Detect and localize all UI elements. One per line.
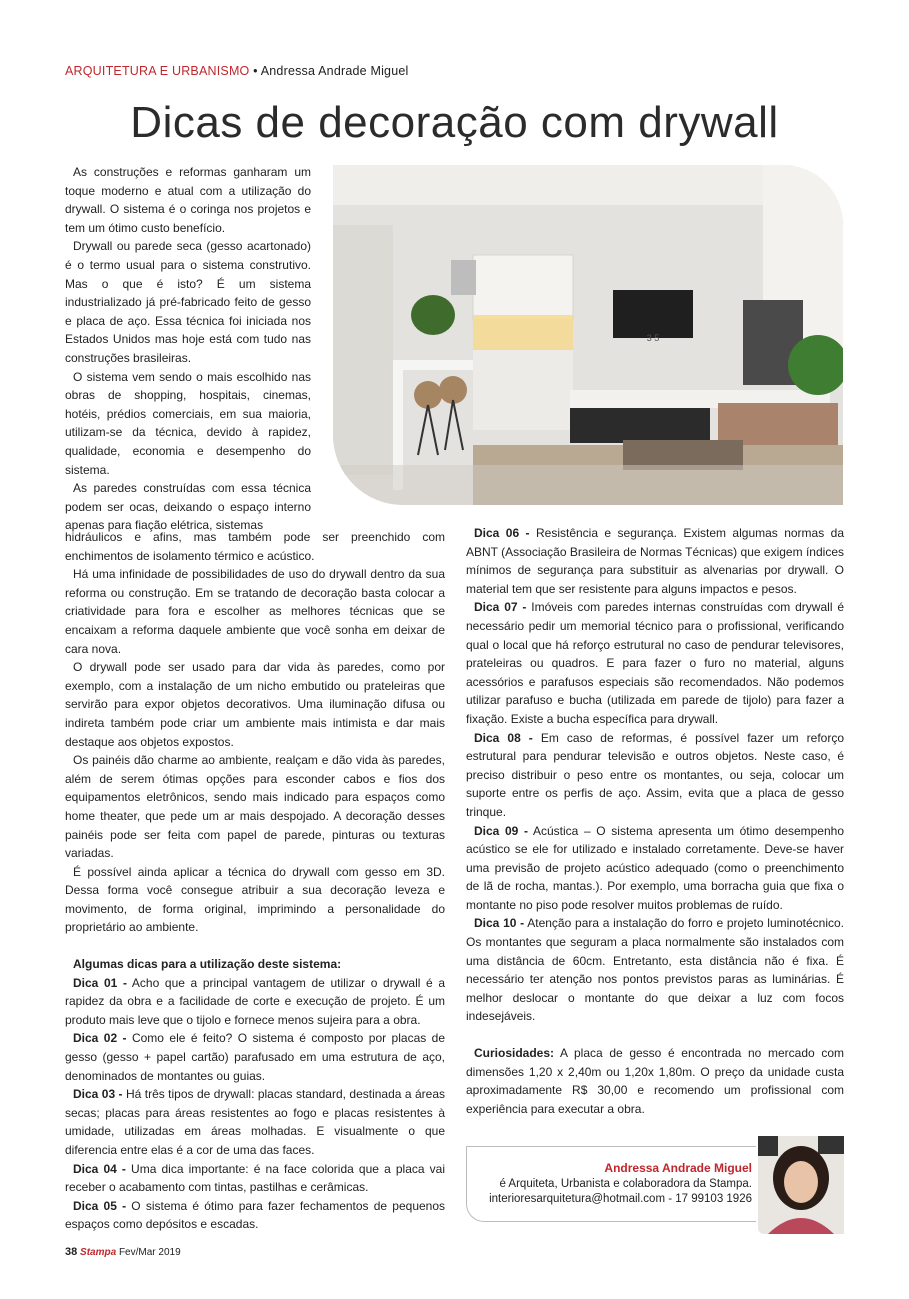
- tip-item: Dica 10 - Atenção para a instalação do forro e projeto luminotécnico. Os montantes que seguram a placa normalmente são instalados com uma distância de 60cm. Entretanto, esta distância não é fixa. É necessário ter atenção nos pontos previstos paras as luminárias. É melhor deslocar o montante do que deixar a luz com focos indesejáveis.: [466, 916, 844, 1024]
- paragraph: Há uma infinidade de possibilidades de uso do drywall dentro da sua reforma ou construção. Em se tratando de decoração basta colocar a criatividade para fora e escolher as melhores técnicas que se encaixam a reforma daquele ambiente que você sonha em deixar de cara nova.: [65, 567, 445, 656]
- page-number: 38: [65, 1246, 78, 1258]
- section-author: Andressa Andrade Miguel: [260, 64, 409, 78]
- paragraph: As paredes construídas com essa técnica podem ser ocas, deixando o espaço interno apenas para fiação elétrica, sistemas: [65, 481, 311, 533]
- magazine-name: Stampa: [80, 1247, 117, 1258]
- author-contact: interioresarquitetura@hotmail.com - 17 99103 1926: [489, 1193, 752, 1205]
- author-role: é Arquiteta, Urbanista e colaboradora da Stampa.: [499, 1178, 752, 1190]
- tip-item: Dica 08 - Em caso de reformas, é possível fazer um reforço estrutural para pendurar televisão e outros objetos. Neste caso, é preciso distribuir o peso entre os montantes, ou seja, colocar um suporte entre os perfis de aço. Assim, evita que a placa de gesso trinque.: [466, 730, 844, 819]
- tip-item: Dica 05 - O sistema é ótimo para fazer fechamentos de pequenos espaços como depósitos e escadas.: [65, 1198, 446, 1232]
- tv-screen-text: 3 5: [646, 333, 660, 343]
- column1-top: [65, 163, 311, 535]
- paragraph: hidráulicos e afins, mas também pode ser preenchido com enchimentos de isolamento térmico e acústico.: [65, 530, 445, 563]
- paragraph: O drywall pode ser usado para dar vida às paredes, como por exemplo, com a instalação de um nicho embutido ou prateleiras que servirão para expor objetos decorativos. Uma iluminação difusa ou indireta também pode criar um ambiente mais intimista e dar mais destaque aos objetos expostos.: [65, 660, 445, 749]
- paragraph: As construções e reformas ganharam um toque moderno e atual com a utilização do drywall. O sistema é o coringa nos projetos e tem um ótimo custo benefício.: [65, 165, 311, 235]
- section-separator: •: [253, 64, 258, 78]
- tip-item: Dica 07 - Imóveis com paredes internas construídas com drywall é necessário pedir um memorial técnico para o profissional, verificando qual o local que há reforço estrutural no caso de pendurar televisores, prateleiras ou quadros. E para fazer o furo no material, alguns acessórios e parafusos especiais são recomendados. Não podemos utilizar parafuso e bucha (utilizada em parede de tijolo) para fazer a fixação. Existe a bucha específica para drywall.: [466, 600, 845, 726]
- paragraph: Os painéis dão charme ao ambiente, realçam e dão vida às paredes, além de serem ótimas opções para esconder cabos e fios dos equipamentos eletrônicos, sendo mais indicado para espaços como home theater, que pede um ar mais despojado. A decoração desses painéis pode ser feita com papel de parede, pinturas ou texturas variadas.: [65, 753, 445, 861]
- page-footer: [65, 1246, 181, 1258]
- tip-item: Dica 03 - Há três tipos de drywall: placas standard, destinada a áreas secas; placas para áreas resistentes ao fogo e placas resistentes à umidade, utilizadas em áreas molhadas. E visualmente o que diferencia entre elas é a cor de uma das faces.: [65, 1087, 445, 1157]
- article-photo: [333, 165, 843, 505]
- article-title: Dicas de decoração com drywall: [130, 98, 779, 147]
- tips-heading: Algumas dicas para a utilização deste sistema:: [73, 957, 342, 972]
- issue-date: Fev/Mar 2019: [118, 1247, 181, 1258]
- author-box: [466, 1146, 756, 1222]
- living-room-illustration: [333, 165, 843, 505]
- tip-item: Dica 02 - Como ele é feito? O sistema é composto por placas de gesso (gesso + papel cartão) parafusado em uma estrutura de aço, denominados de montantes ou guias.: [65, 1031, 446, 1083]
- author-avatar: [758, 1136, 844, 1234]
- curiosidades: Curiosidades: A placa de gesso é encontrada no mercado com dimensões 1,20 x 2,40m ou 1,20x 1,80m. O preço da unidade custa aproximadamente R$ 30,00 e recomendo um profissional com experiência para executar a obra.: [466, 1046, 844, 1116]
- section-category: ARQUITETURA E URBANISMO: [65, 64, 250, 78]
- tip-item: Dica 09 - Acústica – O sistema apresenta um ótimo desempenho acústico se ele for utilizado e instalado corretamente. Deve-se haver uma previsão de projeto acústico adequado (como o preenchimento de lã de rocha, mantas.). Por exemplo, uma borracha guia que fixa o montante no piso pode resolver muitos problemas de ruído.: [466, 823, 844, 912]
- column1-full: [65, 528, 445, 1234]
- section-header: [65, 64, 408, 78]
- column2: [466, 524, 844, 1118]
- author-name: Andressa Andrade Miguel: [604, 1161, 752, 1175]
- paragraph: Drywall ou parede seca (gesso acartonado) é o termo usual para o sistema construtivo. Mas o que é isto? É um sistema industrializado já pré-fabricado feito de gesso e placa de aço. Essa técnica foi iniciada nos Estados Unidos mas hoje está com tudo nas construções brasileiras.: [65, 239, 311, 365]
- paragraph: O sistema vem sendo o mais escolhido nas obras de shopping, hospitais, cinemas, hotéis, prédios comerciais, em sua maioria, utilizam-se da técnica, devido à rapidez, qualidade, economia e desempenho do sistema.: [65, 369, 311, 477]
- tip-item: Dica 01 - Acho que a principal vantagem de utilizar o drywall é a rapidez da obra e a facilidade de corte e execução de projeto. É um produto mais leve que o tijolo e fornece menos sujeira para a obra.: [65, 975, 445, 1027]
- tip-item: Dica 06 - Resistência e segurança. Existem algumas normas da ABNT (Associação Brasileira de Normas Técnicas) que exigem índices mínimos de segurança para substituir as alvenarias por drywall. O material tem que ser resistente para alguns impactos e pesos.: [466, 526, 844, 596]
- tip-item: Dica 04 - Uma dica importante: é na face colorida que a placa vai receber o acabamento com tintas, pastilhas e cerâmicas.: [65, 1161, 445, 1195]
- paragraph: É possível ainda aplicar a técnica do drywall com gesso em 3D. Dessa forma você consegue atribuir a sua decoração leveza e movimento, de forma original, imprimindo a personalidade do proprietário ao ambiente.: [65, 864, 445, 935]
